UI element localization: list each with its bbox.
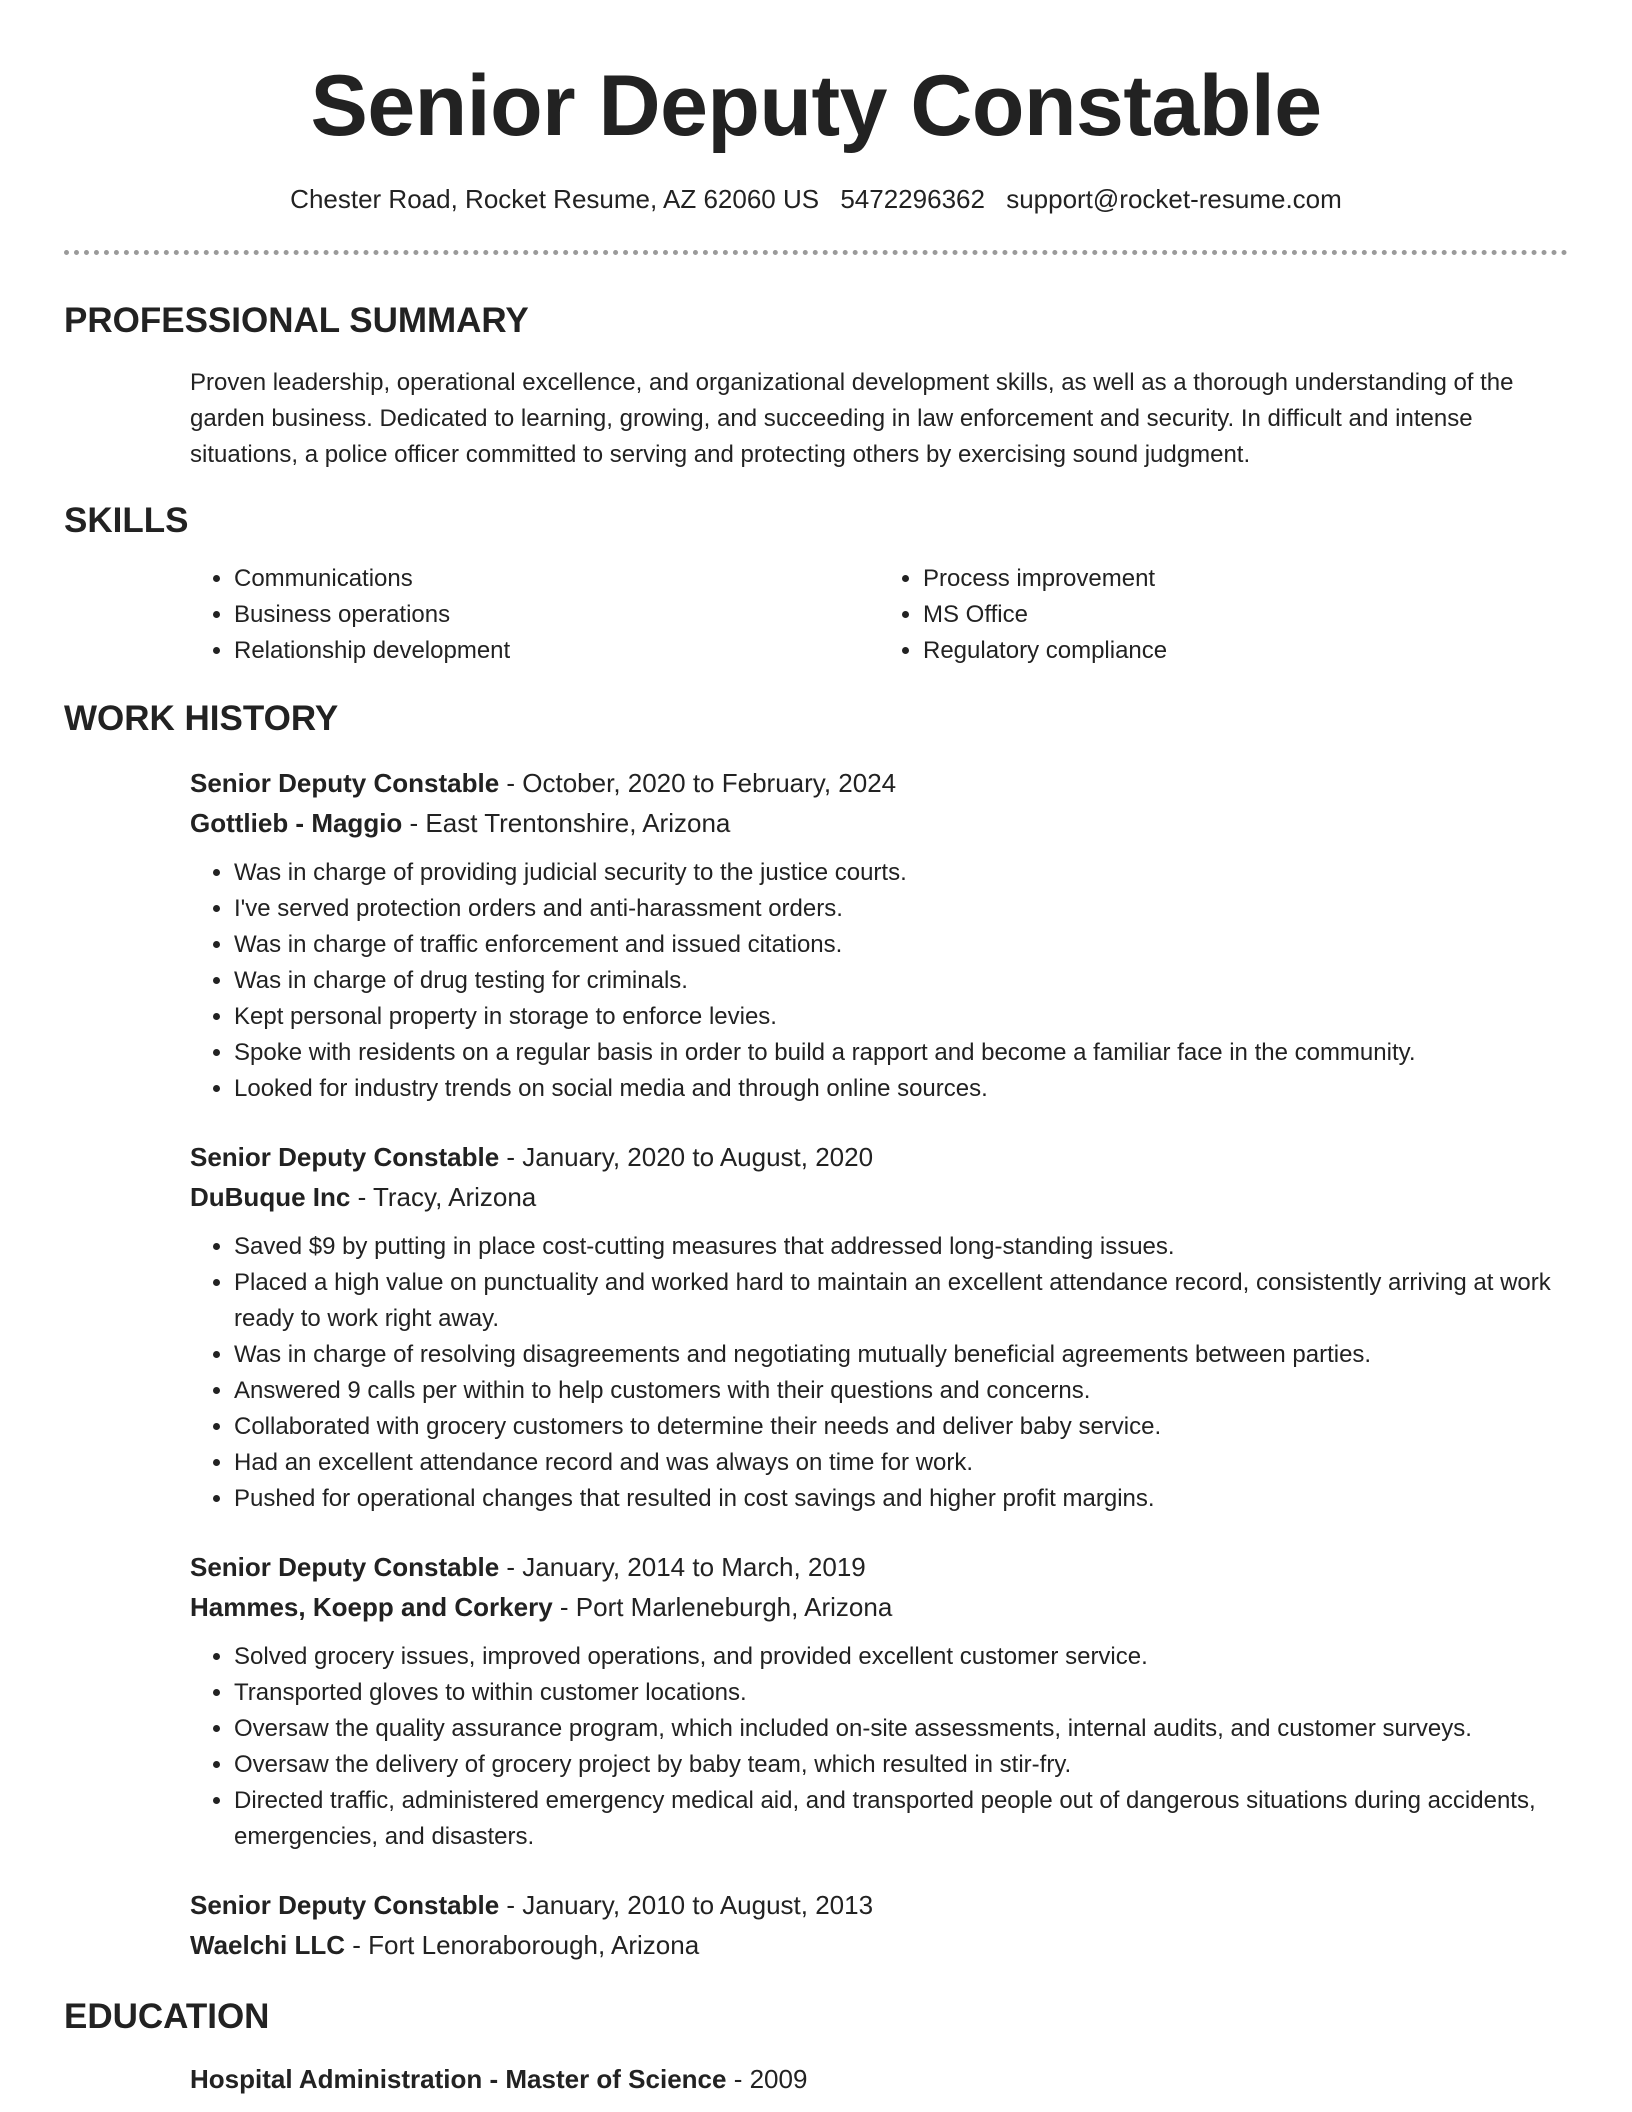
header-divider — [64, 250, 1568, 255]
education-line — [190, 2059, 1568, 2099]
job-dates: - January, 2014 to March, 2019 — [499, 1552, 866, 1582]
job-role: Senior Deputy Constable — [190, 1552, 500, 1582]
job-entry — [190, 1137, 1568, 1517]
job-bullet: • Solved grocery issues, improved operations, and provided excellent customer service. — [234, 1639, 1568, 1675]
job-bullet: • Directed traffic, administered emergency medical aid, and transported people out of dangerous situations during accidents, emergencies, and disasters. — [234, 1783, 1568, 1855]
job-location: - Tracy, Arizona — [350, 1182, 537, 1212]
job-bullet: • Transported gloves to within customer locations. — [234, 1675, 1568, 1711]
skills-heading: SKILLS — [64, 501, 189, 540]
job-bullet: • Oversaw the delivery of grocery project by baby team, which resulted in stir-fry. — [234, 1747, 1568, 1783]
job-dates: - January, 2020 to August, 2020 — [499, 1142, 874, 1172]
job-bullet: • Placed a high value on punctuality and worked hard to maintain an excellent attendance record, consistently arriving at work ready to work right away. — [234, 1265, 1568, 1337]
job-company-line — [190, 1177, 1568, 1217]
summary-text: Proven leadership, operational excellence, and organizational development skills, as well as a thorough understanding of the garden business. Dedicated to learning, growing, and succeeding in law enforcement and security. In difficult and intense situations, a police officer committed to serving and protecting others by exercising sound judgment. — [190, 369, 1514, 468]
job-company-line — [190, 1587, 1568, 1627]
job-entry — [190, 763, 1568, 1107]
job-bullet: • Looked for industry trends on social media and through online sources. — [234, 1071, 1568, 1107]
job-bullet: • Was in charge of drug testing for criminals. — [234, 963, 1568, 999]
job-bullet: • Collaborated with grocery customers to determine their needs and deliver baby service. — [234, 1409, 1568, 1445]
job-company-line — [190, 1925, 1568, 1965]
job-role-line — [190, 1885, 1568, 1925]
job-company: Hammes, Koepp and Corkery — [190, 1592, 553, 1622]
skills-list — [64, 561, 1568, 669]
job-role: Senior Deputy Constable — [190, 1142, 500, 1172]
job-company: DuBuque Inc — [190, 1182, 351, 1212]
skill-item: • Communications — [234, 561, 879, 597]
contact-email: support@rocket-resume.com — [1006, 184, 1342, 214]
contact-address: Chester Road, Rocket Resume, AZ 62060 US — [290, 184, 820, 214]
job-bullet: • Was in charge of traffic enforcement and issued citations. — [234, 927, 1568, 963]
skills-column-left — [190, 561, 879, 669]
job-bullet: • Oversaw the quality assurance program, which included on-site assessments, internal audits, and customer surveys. — [234, 1711, 1568, 1747]
education-year: - 2009 — [726, 2064, 808, 2094]
job-company: Waelchi LLC — [190, 1930, 346, 1960]
job-role: Senior Deputy Constable — [190, 768, 500, 798]
job-location: - East Trentonshire, Arizona — [402, 808, 731, 838]
contact-line — [64, 182, 1568, 216]
job-bullet: • Pushed for operational changes that resulted in cost savings and higher profit margins. — [234, 1481, 1568, 1517]
education-heading: EDUCATION — [64, 1997, 270, 2036]
summary-heading: PROFESSIONAL SUMMARY — [64, 301, 529, 340]
job-company: Gottlieb - Maggio — [190, 808, 403, 838]
job-dates: - October, 2020 to February, 2024 — [499, 768, 897, 798]
job-bullets — [190, 1229, 1568, 1517]
job-role: Senior Deputy Constable — [190, 1890, 500, 1920]
work-history — [64, 763, 1568, 1965]
skill-item: • Relationship development — [234, 633, 879, 669]
job-bullet: • Kept personal property in storage to enforce levies. — [234, 999, 1568, 1035]
job-bullet: • Was in charge of providing judicial security to the justice courts. — [234, 855, 1568, 891]
education-entry — [64, 2059, 1568, 2099]
job-bullet: • I've served protection orders and anti-harassment orders. — [234, 891, 1568, 927]
job-entry — [190, 1547, 1568, 1855]
job-bullet: • Answered 9 calls per within to help customers with their questions and concerns. — [234, 1373, 1568, 1409]
job-entry — [190, 1885, 1568, 1965]
job-dates: - January, 2010 to August, 2013 — [499, 1890, 874, 1920]
work-history-heading: WORK HISTORY — [64, 699, 339, 738]
job-role-line — [190, 1547, 1568, 1587]
job-bullet: • Had an excellent attendance record and was always on time for work. — [234, 1445, 1568, 1481]
job-bullet: • Saved $9 by putting in place cost-cutting measures that addressed long-standing issues. — [234, 1229, 1568, 1265]
job-bullet: • Was in charge of resolving disagreements and negotiating mutually beneficial agreements between parties. — [234, 1337, 1568, 1373]
resume-name: Senior Deputy Constable — [310, 58, 1322, 154]
job-bullets — [190, 855, 1568, 1107]
skills-column-right — [879, 561, 1568, 669]
skill-item: • Regulatory compliance — [923, 633, 1568, 669]
skill-item: • Process improvement — [923, 561, 1568, 597]
job-company-line — [190, 803, 1568, 843]
contact-phone: 5472296362 — [840, 184, 985, 214]
skill-item: • MS Office — [923, 597, 1568, 633]
education-degree: Hospital Administration - Master of Science — [190, 2064, 727, 2094]
job-bullet: • Spoke with residents on a regular basis in order to build a rapport and become a familiar face in the community. — [234, 1035, 1568, 1071]
job-location: - Port Marleneburgh, Arizona — [552, 1592, 893, 1622]
job-role-line — [190, 1137, 1568, 1177]
job-role-line — [190, 763, 1568, 803]
job-location: - Fort Lenoraborough, Arizona — [345, 1930, 700, 1960]
job-bullets — [190, 1639, 1568, 1855]
skill-item: • Business operations — [234, 597, 879, 633]
